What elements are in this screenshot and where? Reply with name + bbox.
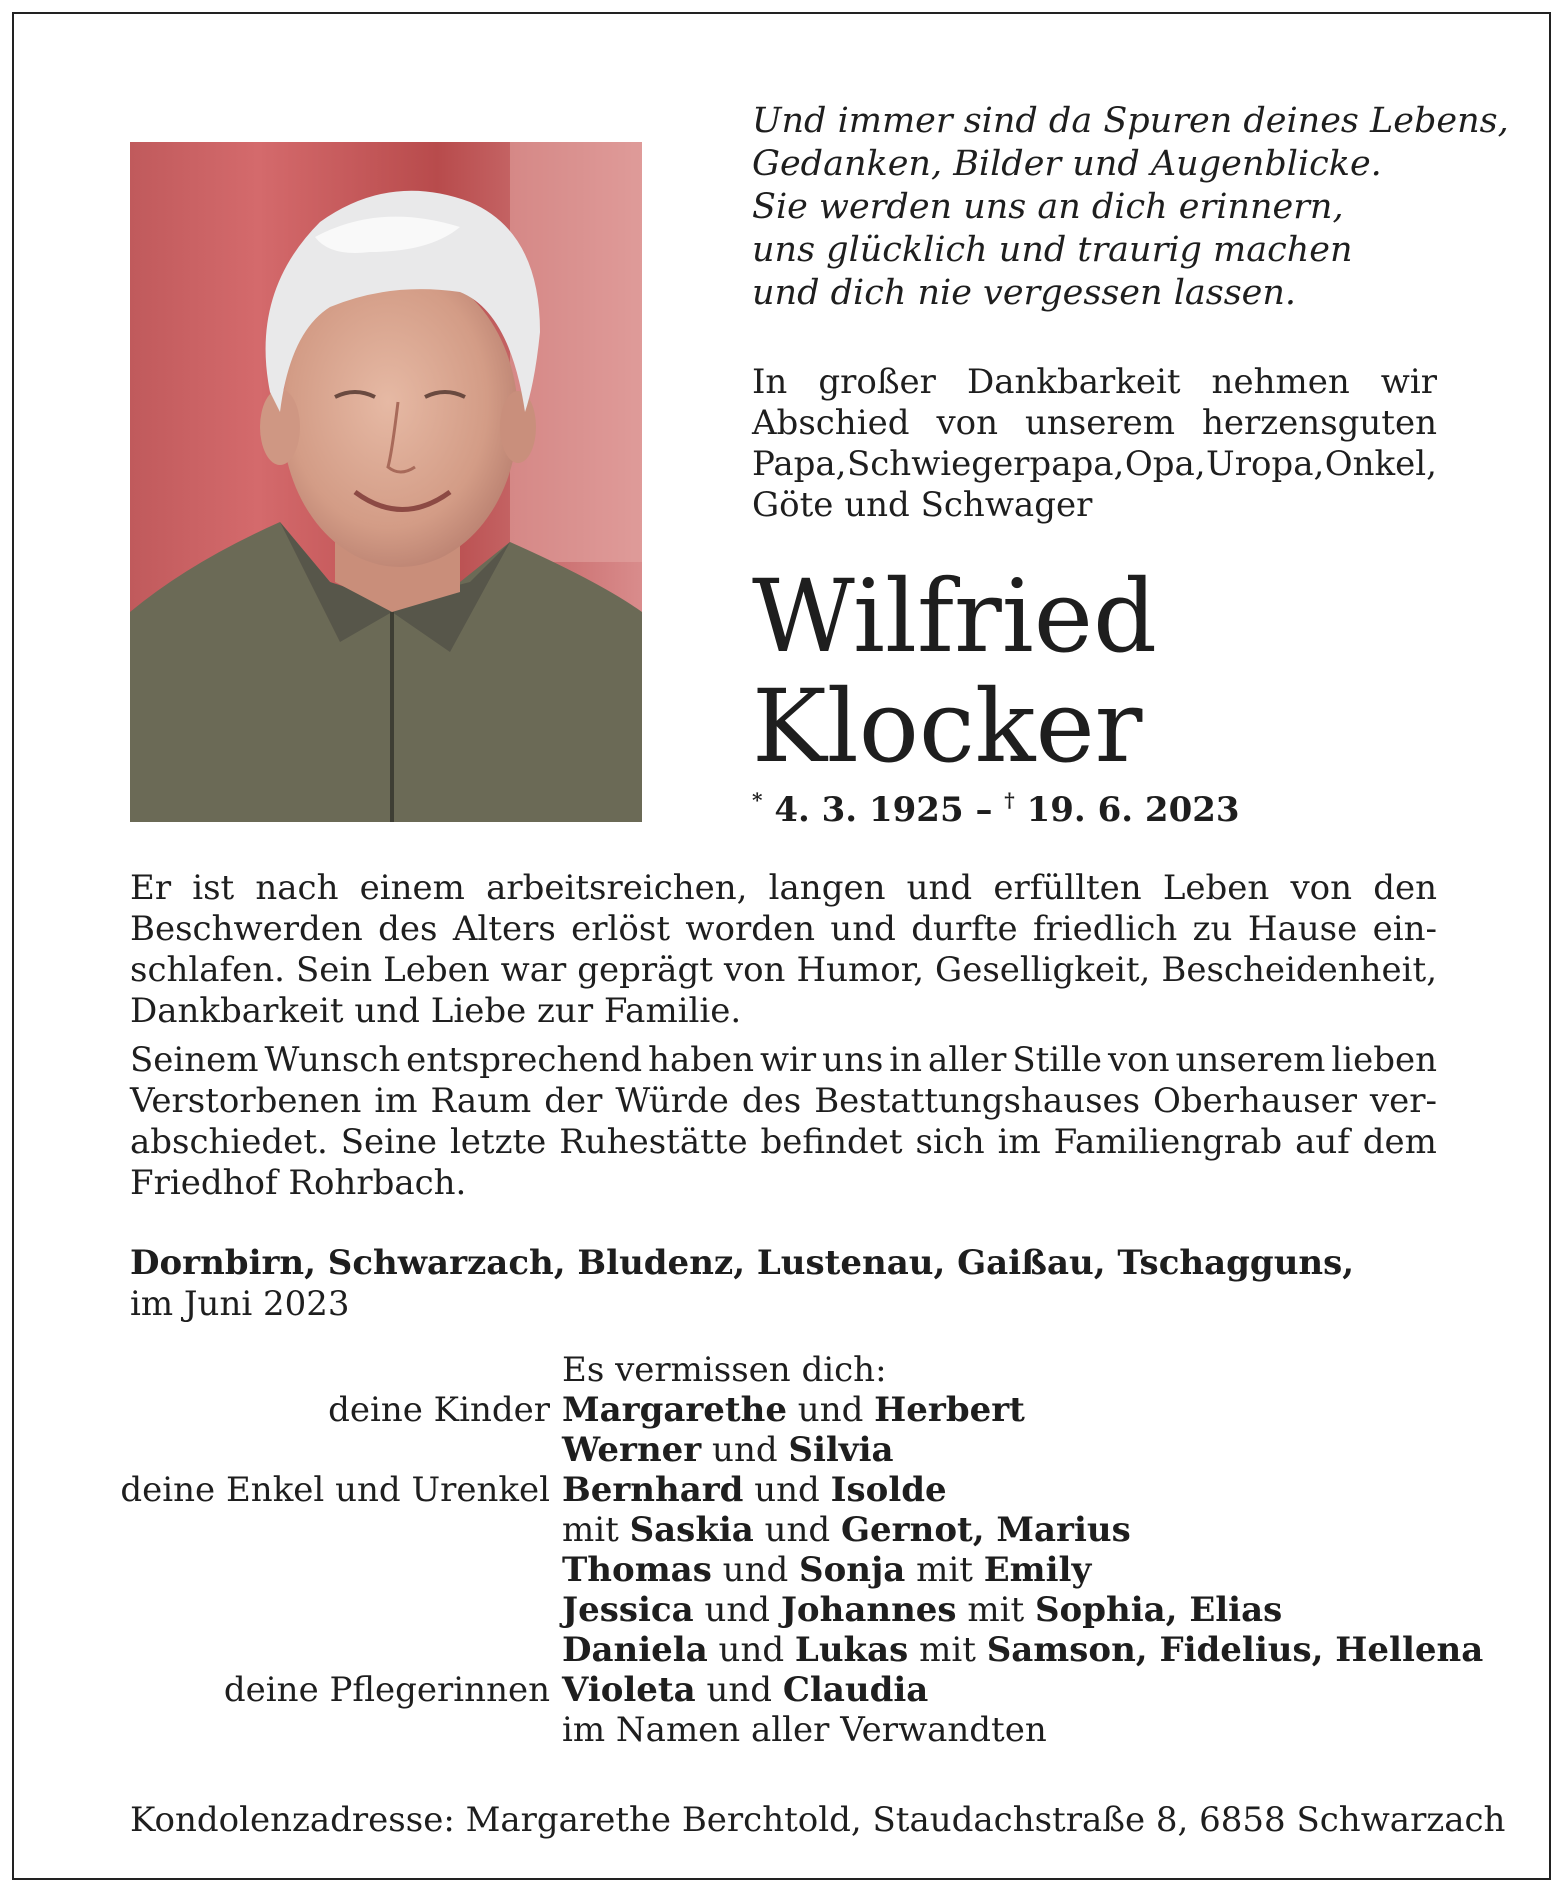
poem-line: uns glücklich und traurig machen xyxy=(752,230,1353,270)
mourner-names: Werner und Silvia xyxy=(562,1430,894,1470)
intro-line xyxy=(752,362,1437,403)
word: ist xyxy=(192,868,235,908)
paragraph-line: Friedhof Rohrbach. xyxy=(130,1163,467,1203)
mourner-row xyxy=(100,1630,1540,1670)
paragraph-life xyxy=(130,868,1437,1032)
word: Ruhestätte xyxy=(559,1122,748,1162)
word: Papa, xyxy=(752,444,847,484)
poem-line: und dich nie vergessen lassen. xyxy=(752,273,1297,313)
mourner-row xyxy=(100,1590,1540,1630)
mourner-names: Bernhard und Isolde xyxy=(562,1470,947,1510)
word: von xyxy=(723,950,786,990)
birth-date: 4. 3. 1925 xyxy=(774,790,964,830)
word: entsprechend xyxy=(406,1040,643,1080)
poem-line: Sie werden uns an dich erinnern, xyxy=(752,187,1344,227)
word: Alters xyxy=(452,909,556,949)
mourner-names: mit Saskia und Gernot, Marius xyxy=(562,1510,1131,1550)
deceased-name xyxy=(752,558,1157,785)
intro-text xyxy=(752,362,1437,526)
mourner-row xyxy=(100,1510,1540,1550)
first-name: Wilfried xyxy=(752,558,1157,675)
mourner-row xyxy=(100,1430,1540,1470)
word: des xyxy=(741,1081,802,1121)
word: von xyxy=(1107,1040,1170,1080)
word: auf xyxy=(1295,1122,1350,1162)
word: des xyxy=(378,909,438,949)
word: und xyxy=(906,868,973,908)
relation-label: deine Enkel und Urenkel xyxy=(120,1470,550,1510)
word: nehmen xyxy=(1211,362,1350,402)
word: herzensguten xyxy=(1201,403,1437,443)
paragraph-line xyxy=(130,909,1437,950)
word: Raum xyxy=(430,1081,532,1121)
relation-label: deine Kinder xyxy=(328,1390,550,1430)
word: Dankbarkeit xyxy=(966,362,1181,402)
word: von xyxy=(1290,868,1353,908)
word: im xyxy=(997,1122,1041,1162)
word: zu xyxy=(1192,909,1233,949)
mourners-heading: Es vermissen dich: xyxy=(562,1350,887,1390)
mourner-names: Violeta und Claudia xyxy=(562,1670,929,1710)
word: Bescheidenheit, xyxy=(1161,950,1437,990)
word: friedlich xyxy=(1032,909,1178,949)
death-date: 19. 6. 2023 xyxy=(1026,790,1240,830)
intro-line xyxy=(752,403,1437,444)
word: wir xyxy=(759,1040,817,1080)
mourner-names: Jessica und Johannes mit Sophia, Elias xyxy=(562,1590,1283,1630)
word: uns xyxy=(822,1040,884,1080)
mourner-row xyxy=(100,1390,1540,1430)
word: dem xyxy=(1362,1122,1437,1162)
word: Leben xyxy=(383,950,490,990)
date-separator: – xyxy=(963,790,1005,830)
word: ein- xyxy=(1372,909,1437,949)
paragraph-line xyxy=(130,1081,1437,1122)
word: befindet xyxy=(760,1122,903,1162)
word: geprägt xyxy=(577,950,713,990)
mourner-row xyxy=(100,1470,1540,1510)
word: großer xyxy=(818,362,936,402)
mourner-names: Thomas und Sonja mit Emily xyxy=(562,1550,1092,1590)
word: Geselligkeit, xyxy=(935,950,1151,990)
word: erfüllten xyxy=(993,868,1142,908)
mourner-row xyxy=(100,1710,1540,1750)
word: Schwiegerpapa, xyxy=(846,444,1125,484)
word: letzte xyxy=(449,1122,547,1162)
word: Stille xyxy=(1012,1040,1103,1080)
intro-line: Göte und Schwager xyxy=(752,485,1093,525)
intro-line xyxy=(752,444,1437,485)
mourner-row xyxy=(100,1550,1540,1590)
word: arbeitsreichen, xyxy=(486,868,748,908)
places-and-date xyxy=(130,1243,1354,1325)
life-dates xyxy=(752,790,1240,830)
word: aller xyxy=(927,1040,1007,1080)
word: Sein xyxy=(295,950,373,990)
paragraph-line xyxy=(130,868,1437,909)
word: In xyxy=(752,362,788,402)
poem-line: Und immer sind da Spuren deines Lebens, xyxy=(752,101,1509,141)
poem xyxy=(752,100,1509,315)
word: den xyxy=(1373,868,1437,908)
word: schlafen. xyxy=(130,950,285,990)
word: Uropa, xyxy=(1206,444,1325,484)
word: Bestattungshauses xyxy=(814,1081,1141,1121)
word: Onkel, xyxy=(1324,444,1437,484)
word: war xyxy=(500,950,567,990)
word: sich xyxy=(915,1122,985,1162)
word: nach xyxy=(255,868,339,908)
word: in xyxy=(889,1040,923,1080)
mourners-list xyxy=(100,1350,1540,1750)
word: Seine xyxy=(340,1122,438,1162)
word: erlöst xyxy=(571,909,670,949)
word: unserem xyxy=(1175,1040,1326,1080)
poem-line: Gedanken, Bilder und Augenblicke. xyxy=(752,144,1382,184)
word: Familiengrab xyxy=(1053,1122,1283,1162)
portrait-photo xyxy=(130,142,642,822)
word: der xyxy=(544,1081,603,1121)
word: Opa, xyxy=(1124,444,1206,484)
mourners-heading-row xyxy=(100,1350,1540,1390)
word: im xyxy=(374,1081,418,1121)
paragraph-line xyxy=(130,950,1437,991)
paragraph-farewell xyxy=(130,1040,1437,1204)
relation-label: deine Pflegerinnen xyxy=(223,1670,550,1710)
word: Humor, xyxy=(796,950,925,990)
word: Wunsch xyxy=(264,1040,401,1080)
paragraph-line xyxy=(130,1040,1437,1081)
word: Leben xyxy=(1162,868,1270,908)
closing-line: im Namen aller Verwandten xyxy=(562,1710,1047,1750)
word: Er xyxy=(130,868,172,908)
death-symbol: † xyxy=(1004,788,1015,812)
word: und xyxy=(830,909,896,949)
word: Würde xyxy=(615,1081,729,1121)
word: haben xyxy=(648,1040,755,1080)
word: Abschied xyxy=(752,403,910,443)
word: durfte xyxy=(911,909,1018,949)
word: langen xyxy=(768,868,886,908)
paragraph-line: Dankbarkeit und Liebe zur Familie. xyxy=(130,991,742,1031)
notice-date: im Juni 2023 xyxy=(130,1284,350,1324)
mourner-names: Daniela und Lukas mit Samson, Fidelius, Hellena xyxy=(562,1630,1484,1670)
word: Beschwerden xyxy=(130,909,363,949)
word: Hause xyxy=(1247,909,1358,949)
towns: Dornbirn, Schwarzach, Bludenz, Lustenau, Gaißau, Tschagguns, xyxy=(130,1243,1355,1283)
word: von xyxy=(936,403,999,443)
condolence-address: Kondolenzadresse: Margarethe Berchtold, Staudachstraße 8, 6858 Schwarzach xyxy=(130,1800,1506,1840)
mourner-row xyxy=(100,1670,1540,1710)
word: lieben xyxy=(1331,1040,1437,1080)
birth-symbol: * xyxy=(752,788,763,812)
word: unserem xyxy=(1025,403,1175,443)
mourner-names: Margarethe und Herbert xyxy=(562,1390,1025,1430)
word: wir xyxy=(1380,362,1437,402)
word: Seinem xyxy=(130,1040,259,1080)
last-name: Klocker xyxy=(752,668,1143,785)
word: einem xyxy=(359,868,465,908)
word: ver- xyxy=(1369,1081,1437,1121)
word: worden xyxy=(685,909,815,949)
paragraph-line xyxy=(130,1122,1437,1163)
word: Verstorbenen xyxy=(130,1081,362,1121)
word: abschiedet. xyxy=(130,1122,328,1162)
word: Oberhauser xyxy=(1153,1081,1357,1121)
